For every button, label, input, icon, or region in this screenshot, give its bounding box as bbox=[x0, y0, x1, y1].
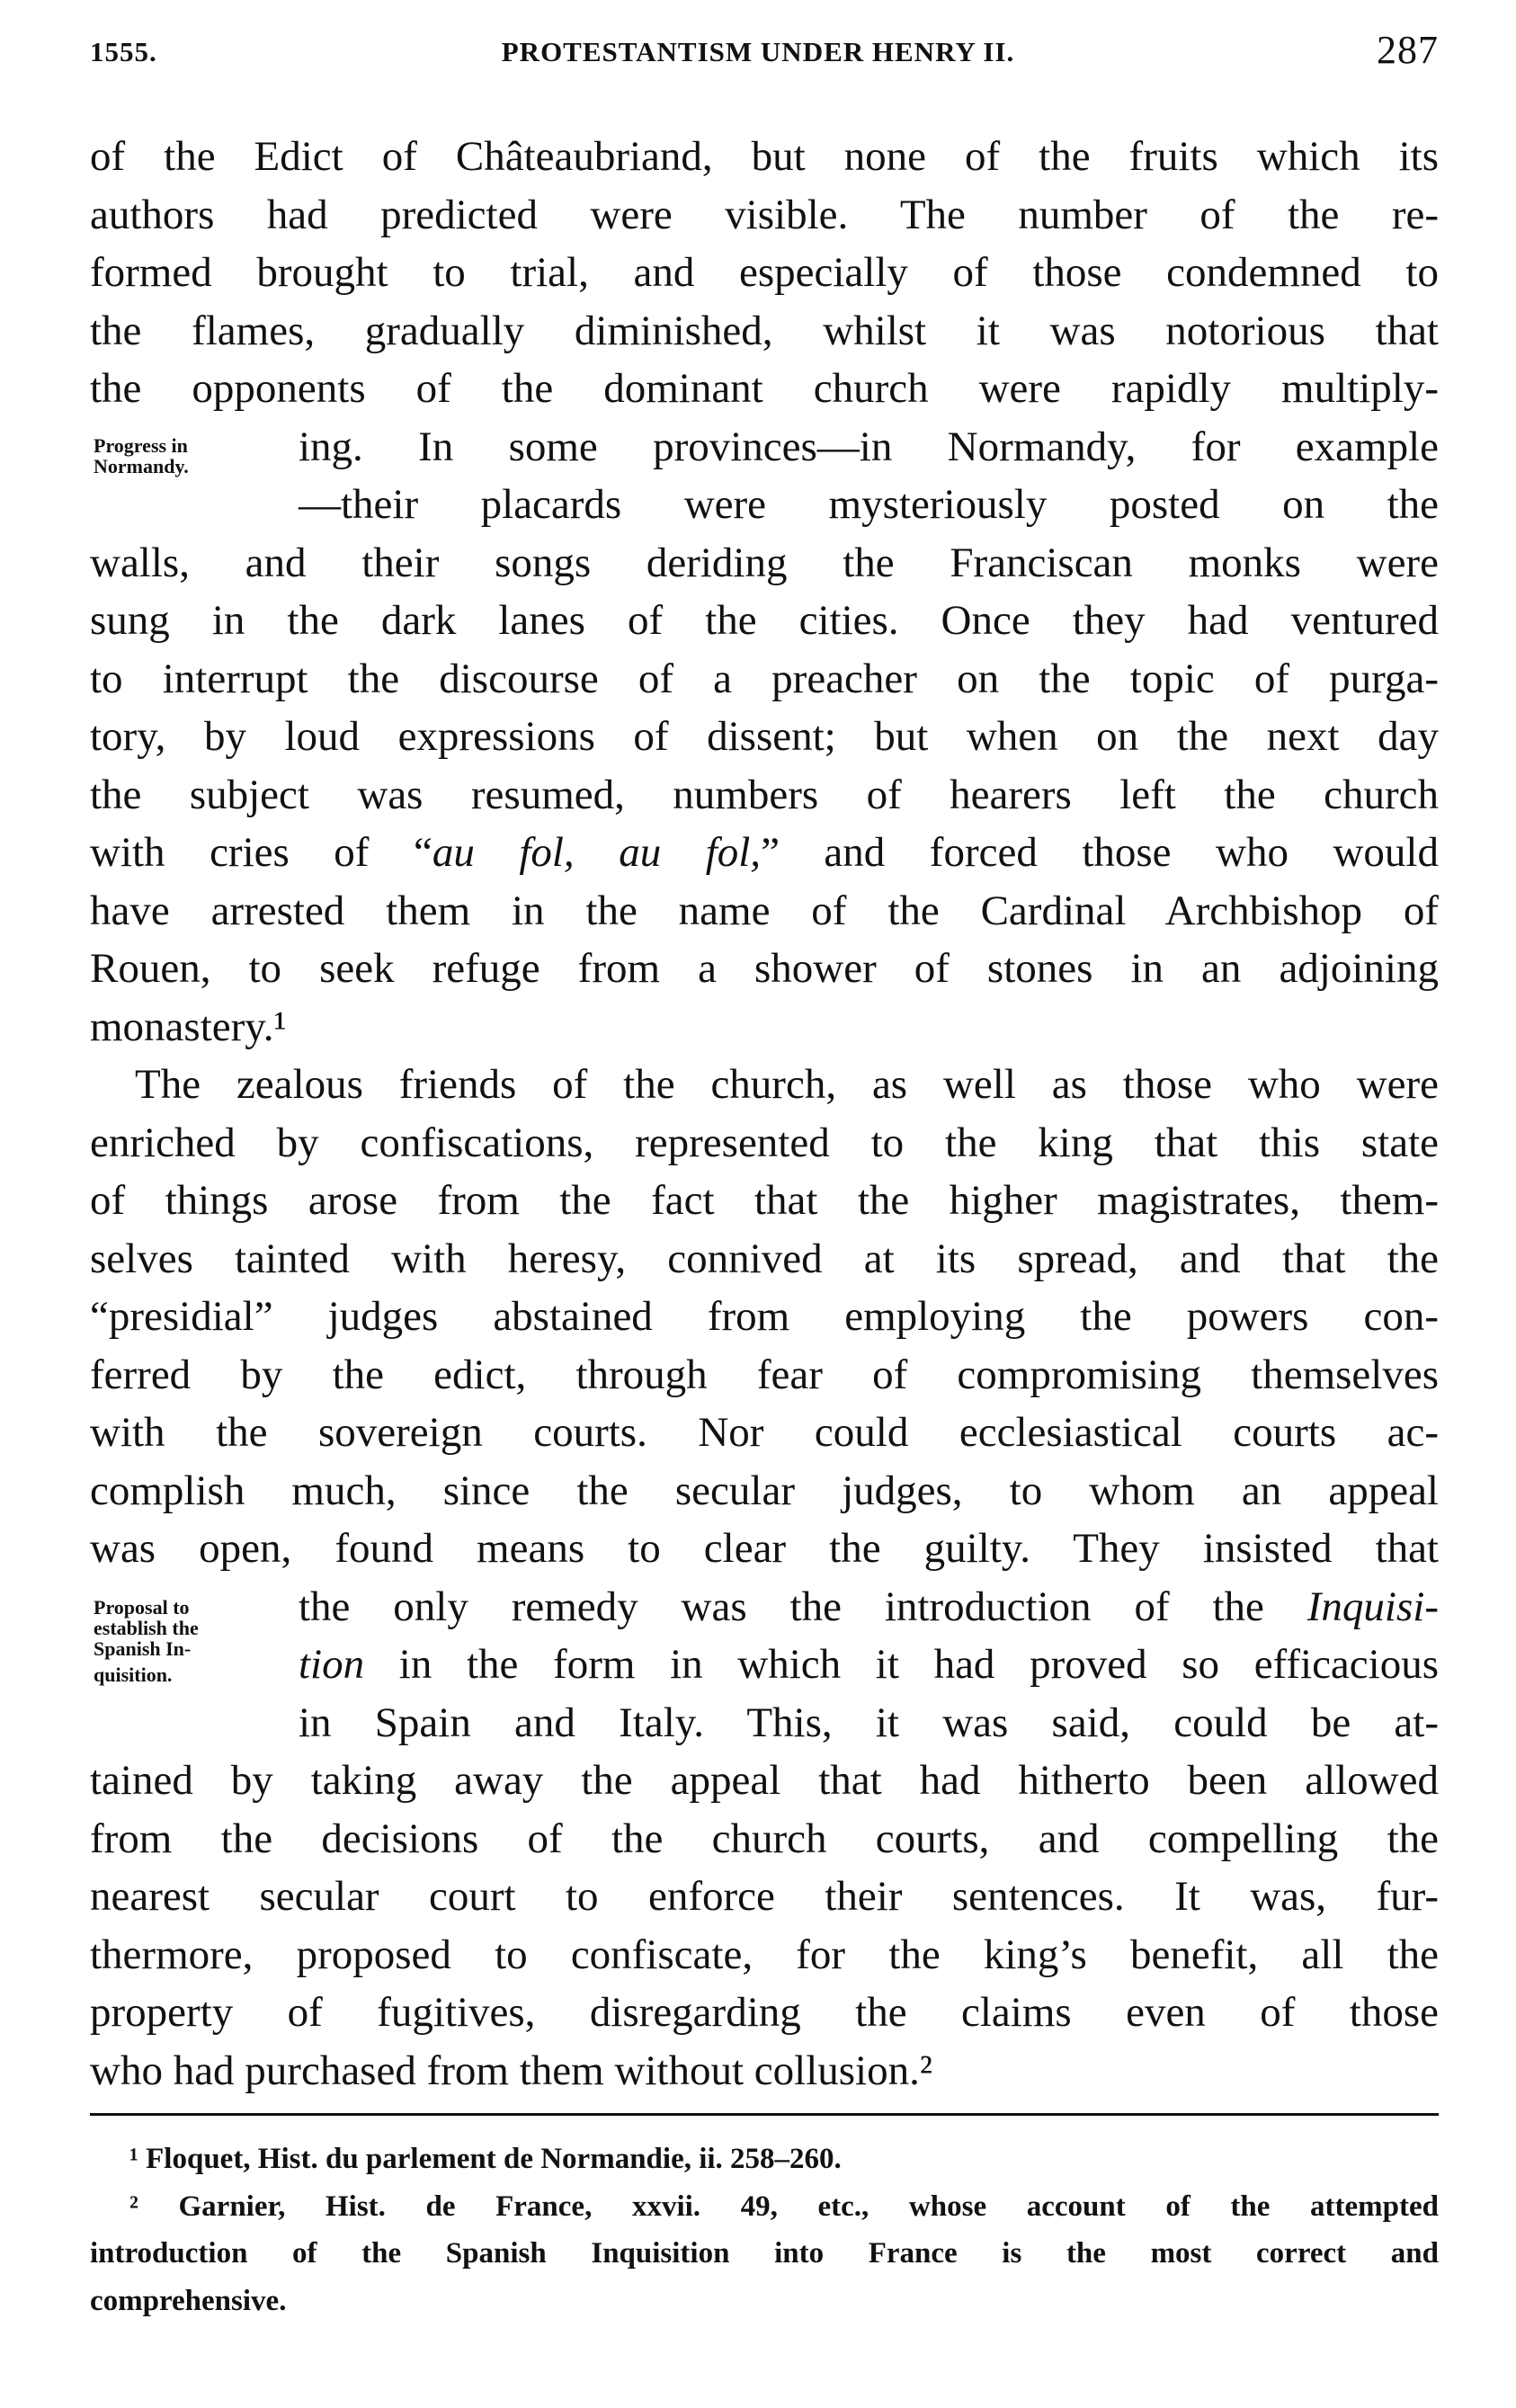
text-line bbox=[90, 1926, 1439, 1984]
text-line bbox=[90, 128, 1439, 186]
italic-text: Inquisi- bbox=[1306, 1583, 1439, 1630]
text-line bbox=[90, 1346, 1439, 1405]
text-line bbox=[90, 360, 1439, 418]
margin-note-line: establish the bbox=[94, 1617, 199, 1639]
margin-note-line: Spanish In- bbox=[94, 1637, 192, 1660]
text-span: in the form in which it had proved so efficacious bbox=[364, 1641, 1439, 1688]
text-line bbox=[90, 1172, 1439, 1230]
page-number: 287 bbox=[1377, 28, 1439, 72]
text-span: —their placards were mysteriously posted on the bbox=[299, 481, 1439, 528]
text-span: The zealous friends of the church, as well as those who were bbox=[135, 1061, 1439, 1108]
margin-note-line: quisition. bbox=[94, 1663, 173, 1686]
text-span: tory, by loud expressions of dissent; but when on the next day bbox=[90, 713, 1439, 760]
text-span: who had purchased from them without collusion.² bbox=[90, 2047, 932, 2094]
text-line bbox=[90, 1114, 1439, 1173]
text-span: selves tainted with heresy, connived at its spread, and that the bbox=[90, 1235, 1439, 1282]
text-line bbox=[90, 1230, 1439, 1289]
text-span: nearest secular court to enforce their sentences. It was, fur- bbox=[90, 1873, 1439, 1920]
text-line bbox=[90, 592, 1439, 650]
text-span: enriched by confiscations, represented to the king that this state bbox=[90, 1119, 1439, 1166]
text-line bbox=[90, 1752, 1439, 1810]
body-text bbox=[90, 128, 1439, 2100]
text-span: the subject was resumed, numbers of hearers left the church bbox=[90, 771, 1439, 818]
text-line bbox=[90, 766, 1439, 825]
text-span: the opponents of the dominant church were rapidly multiply- bbox=[90, 365, 1439, 412]
footnotes bbox=[90, 2136, 1439, 2324]
footnote-rule bbox=[90, 2113, 1439, 2116]
text-line bbox=[90, 650, 1439, 709]
text-span: “presidial” judges abstained from employing the powers con- bbox=[90, 1293, 1439, 1340]
text-span: thermore, proposed to confiscate, for the king’s benefit, all the bbox=[90, 1931, 1439, 1978]
text-span: ferred by the edict, through fear of compromising themselves bbox=[90, 1351, 1439, 1398]
text-line bbox=[90, 1578, 1439, 1637]
text-line bbox=[90, 1404, 1439, 1462]
footnote-line: ¹ Floquet, Hist. du parlement de Normandie, ii. 258–260. bbox=[129, 2143, 842, 2175]
text-line bbox=[90, 882, 1439, 941]
margin-note-line: Progress in bbox=[94, 434, 188, 457]
margin-note-line: Normandy. bbox=[94, 455, 189, 477]
text-span: ing. In some provinces—in Normandy, for example bbox=[299, 423, 1439, 470]
text-span: Rouen, to seek refuge from a shower of stones in an adjoining bbox=[90, 945, 1439, 992]
text-line bbox=[90, 1984, 1439, 2042]
text-span: have arrested them in the name of the Cardinal Archbishop of bbox=[90, 887, 1439, 934]
text-span: of things arose from the fact that the higher magistrates, them- bbox=[90, 1177, 1439, 1224]
text-span: sung in the dark lanes of the cities. Once they had ventured bbox=[90, 597, 1439, 644]
text-line bbox=[90, 1868, 1439, 1926]
italic-text: au fol, au fol, bbox=[432, 829, 762, 876]
margin-note-line: Proposal to bbox=[94, 1596, 190, 1619]
text-span: tained by taking away the appeal that had hitherto been allowed bbox=[90, 1757, 1439, 1804]
text-line bbox=[90, 418, 1439, 477]
text-span: to interrupt the discourse of a preacher on the topic of purga- bbox=[90, 655, 1439, 702]
text-span: of the Edict of Châteaubriand, but none of the fruits which its bbox=[90, 133, 1439, 180]
text-line bbox=[90, 824, 1439, 882]
text-line bbox=[90, 1056, 1439, 1114]
text-line bbox=[90, 244, 1439, 302]
footnote-line: comprehensive. bbox=[90, 2284, 287, 2317]
text-line bbox=[90, 186, 1439, 245]
text-span: complish much, since the secular judges, to whom an appeal bbox=[90, 1467, 1439, 1514]
italic-text: tion bbox=[299, 1641, 365, 1688]
text-span: from the decisions of the church courts, and compelling the bbox=[90, 1815, 1439, 1862]
running-head-year: 1555. bbox=[90, 36, 157, 67]
running-head-title: PROTESTANTISM UNDER HENRY II. bbox=[501, 36, 1015, 67]
text-line bbox=[90, 1520, 1439, 1578]
text-span: the only remedy was the introduction of the bbox=[299, 1583, 1307, 1630]
text-span: monastery.¹ bbox=[90, 1003, 287, 1050]
footnote-line: introduction of the Spanish Inquisition into France is the most correct and bbox=[90, 2237, 1439, 2270]
text-line bbox=[90, 1636, 1439, 1694]
text-line bbox=[90, 1288, 1439, 1346]
text-line bbox=[90, 302, 1439, 361]
text-span: the flames, gradually diminished, whilst it was notorious that bbox=[90, 307, 1439, 354]
text-span: walls, and their songs deriding the Franciscan monks were bbox=[90, 539, 1439, 586]
text-span: with the sovereign courts. Nor could ecclesiastical courts ac- bbox=[90, 1409, 1439, 1456]
text-span: in Spain and Italy. This, it was said, could be at- bbox=[299, 1699, 1439, 1746]
text-line bbox=[90, 708, 1439, 766]
text-span: with cries of “ bbox=[90, 829, 433, 876]
text-span: ” and forced those who would bbox=[761, 829, 1439, 876]
text-line bbox=[90, 534, 1439, 593]
footnote-line: ² Garnier, Hist. de France, xxvii. 49, etc., whose account of the attempted bbox=[129, 2189, 1439, 2223]
text-line bbox=[90, 2042, 1439, 2100]
text-span: property of fugitives, disregarding the claims even of those bbox=[90, 1989, 1439, 2036]
text-line bbox=[90, 1462, 1439, 1521]
text-line bbox=[90, 940, 1439, 998]
text-span: formed brought to trial, and especially of those condemned to bbox=[90, 249, 1439, 296]
text-span: was open, found means to clear the guilty. They insisted that bbox=[90, 1525, 1439, 1572]
text-line bbox=[90, 1810, 1439, 1868]
text-line bbox=[90, 1694, 1439, 1752]
text-line bbox=[90, 476, 1439, 534]
text-line bbox=[90, 998, 1439, 1057]
text-span: authors had predicted were visible. The number of the re- bbox=[90, 191, 1439, 238]
